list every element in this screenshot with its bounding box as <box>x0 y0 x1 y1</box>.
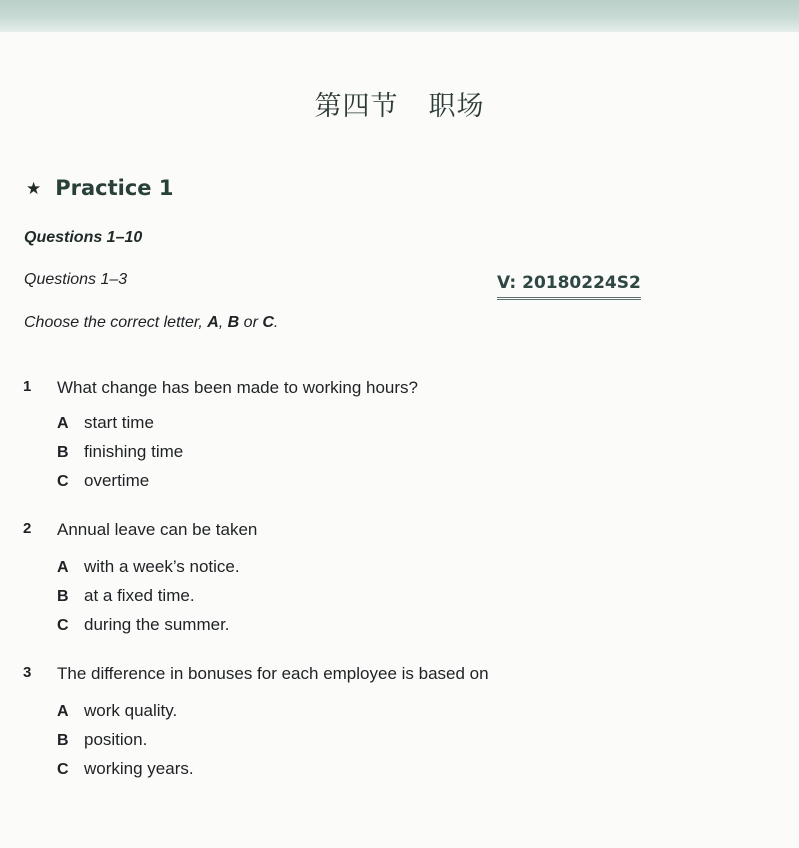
section-title-part1: 第四节 <box>314 91 399 122</box>
instruction-prefix: Choose the correct letter, <box>24 314 208 331</box>
questions-range: Questions 1–10 <box>24 229 143 246</box>
option-text: during the summer. <box>84 615 230 634</box>
instruction-letter-b: B <box>227 314 240 331</box>
option-letter: A <box>57 703 69 720</box>
section-title-part2: 职场 <box>428 91 485 122</box>
practice-title: Practice 1 <box>55 176 174 200</box>
option-letter: A <box>57 415 69 432</box>
question-text: What change has been made to working hours? <box>57 378 419 397</box>
instruction <box>24 314 278 332</box>
questions-subrange: Questions 1–3 <box>24 271 128 288</box>
option-letter: B <box>57 444 69 461</box>
option-text: with a week’s notice. <box>84 557 240 576</box>
option-text: at a fixed time. <box>84 586 195 605</box>
practice-heading <box>26 176 173 200</box>
question-number: 1 <box>23 378 32 395</box>
question-number: 3 <box>23 664 32 681</box>
option-c[interactable] <box>57 471 149 491</box>
question-text: Annual leave can be taken <box>57 520 258 539</box>
option-text: working years. <box>84 759 194 778</box>
option-letter: C <box>57 617 69 634</box>
star-icon: ★ <box>26 178 42 198</box>
option-letter: B <box>57 588 69 605</box>
instruction-or: or <box>239 314 263 331</box>
option-text: work quality. <box>84 701 178 720</box>
option-a[interactable] <box>57 557 240 577</box>
option-a[interactable] <box>57 413 154 433</box>
option-c[interactable] <box>57 615 230 635</box>
option-b[interactable] <box>57 730 147 750</box>
instruction-letter-c: C <box>262 314 274 331</box>
instruction-letter-a: A <box>207 314 219 331</box>
option-letter: C <box>57 473 69 490</box>
option-letter: B <box>57 732 69 749</box>
option-text: overtime <box>84 471 150 490</box>
page-top-band <box>0 0 799 32</box>
option-b[interactable] <box>57 442 183 462</box>
option-letter: C <box>57 761 69 778</box>
question-number: 2 <box>23 520 32 537</box>
option-text: position. <box>84 730 148 749</box>
option-b[interactable] <box>57 586 195 606</box>
instruction-end: . <box>273 314 279 331</box>
version-code: V: 20180224S2 <box>497 273 641 300</box>
instruction-sep: , <box>218 314 228 331</box>
option-letter: A <box>57 559 69 576</box>
section-title <box>0 84 799 123</box>
question-text: The difference in bonuses for each employee is based on <box>57 664 489 683</box>
option-c[interactable] <box>57 759 194 779</box>
option-a[interactable] <box>57 701 177 721</box>
option-text: start time <box>84 413 154 432</box>
option-text: finishing time <box>84 442 184 461</box>
